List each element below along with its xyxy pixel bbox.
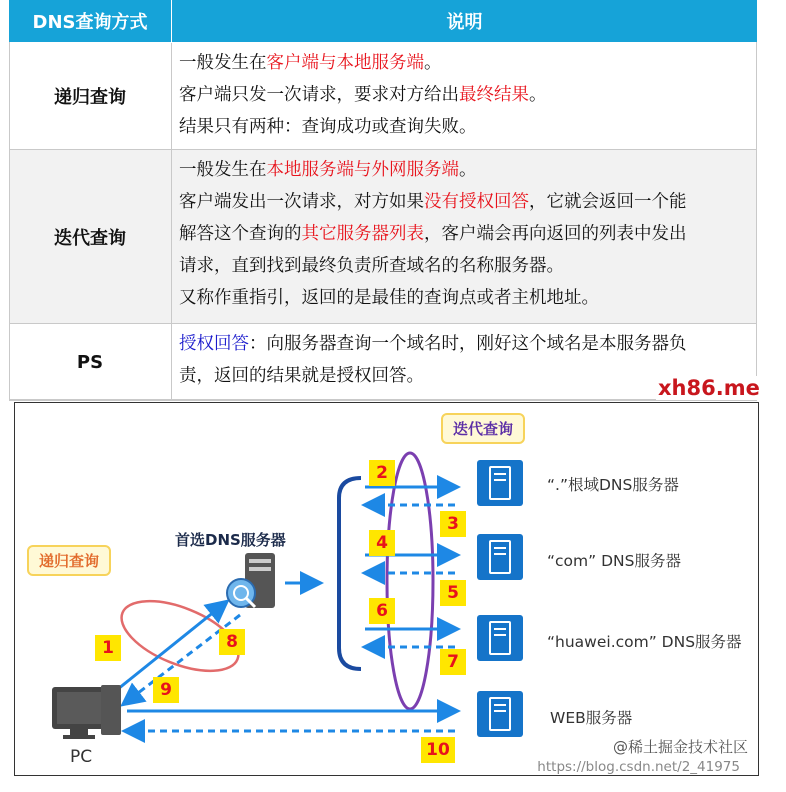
description-segment: 本地服务端与外网服务端 — [266, 160, 459, 180]
iteration-ellipse — [387, 453, 433, 709]
description-line — [179, 186, 747, 218]
description-segment: 客户端发出一次请求，对方如果 — [179, 192, 424, 212]
description-segment: 责，返回的结果就是授权回答。 — [179, 366, 424, 386]
site-watermark: xh86.me — [658, 376, 760, 400]
description-line — [179, 218, 747, 250]
row-method-name: 迭代查询 — [9, 150, 172, 323]
juejin-watermark: @稀土掘金技术社区 — [612, 738, 748, 756]
header-description: 说明 — [172, 0, 757, 42]
com-dns-server-icon — [477, 534, 523, 580]
web-server-label: WEB服务器 — [550, 709, 633, 727]
root-dns-label: “.”根域DNS服务器 — [547, 476, 679, 494]
web-server-icon — [477, 691, 523, 737]
description-line — [179, 154, 747, 186]
recursion-bubble: 递归查询 — [27, 545, 111, 576]
description-segment: 请求，直到找到最终负责所查域名的名称服务器。 — [179, 256, 564, 276]
preferred-dns-label: 首选DNS服务器 — [175, 531, 286, 549]
bracket-shape — [339, 478, 361, 669]
description-segment: 没有授权回答 — [424, 192, 529, 212]
description-segment: 解答这个查询的 — [179, 224, 302, 244]
description-line — [179, 47, 747, 79]
header-method: DNS查询方式 — [9, 0, 171, 42]
row-description — [179, 154, 747, 314]
description-segment: 。 — [459, 160, 477, 180]
row-method-name: 递归查询 — [9, 43, 172, 149]
description-segment: 其它服务器列表 — [301, 224, 424, 244]
description-line — [179, 111, 747, 143]
iteration-bubble: 迭代查询 — [441, 413, 525, 444]
pc-icon — [52, 685, 121, 739]
table-row — [9, 150, 757, 324]
step-9: 9 — [153, 677, 179, 703]
step-10: 10 — [421, 737, 455, 763]
dns-query-table — [9, 0, 757, 401]
description-segment: 一般发生在 — [179, 53, 267, 73]
description-segment: 。 — [529, 85, 547, 105]
description-line — [179, 282, 747, 314]
step-4: 4 — [369, 530, 395, 556]
step-6: 6 — [369, 598, 395, 624]
row-description — [179, 47, 747, 143]
root-dns-server-icon — [477, 460, 523, 506]
dns-server-icon — [227, 553, 275, 608]
description-line — [179, 328, 747, 360]
description-segment: 客户端与本地服务端 — [266, 53, 424, 73]
huawei-dns-server-icon — [477, 615, 523, 661]
description-segment: ，它就会返回一个能 — [529, 192, 687, 212]
step-8: 8 — [219, 629, 245, 655]
step-2: 2 — [369, 460, 395, 486]
csdn-watermark: https://blog.csdn.net/2_41975 — [537, 759, 740, 775]
step-5: 5 — [440, 580, 466, 606]
description-segment: ：向服务器查询一个域名时，刚好这个域名是本服务器负 — [249, 334, 687, 354]
description-segment: ，客户端会再向返回的列表中发出 — [424, 224, 687, 244]
pc-label: PC — [70, 747, 93, 767]
dns-diagram — [14, 402, 759, 776]
step-7: 7 — [440, 649, 466, 675]
description-segment: 客户端只发一次请求，要求对方给出 — [179, 85, 459, 105]
description-segment: 。 — [424, 53, 442, 73]
table-row — [9, 43, 757, 150]
description-segment: 结果只有两种：查询成功或查询失败。 — [179, 117, 477, 137]
huawei-dns-label: “huawei.com” DNS服务器 — [547, 633, 742, 651]
diagram-graphics — [15, 403, 758, 775]
description-segment: 又称作重指引，返回的是最佳的查询点或者主机地址。 — [179, 288, 599, 308]
step-3: 3 — [440, 511, 466, 537]
description-line — [179, 250, 747, 282]
table-row — [9, 324, 757, 401]
description-line — [179, 79, 747, 111]
description-segment: 最终结果 — [459, 85, 529, 105]
step-1: 1 — [95, 635, 121, 661]
com-dns-label: “com” DNS服务器 — [547, 552, 681, 570]
row-method-name: PS — [9, 324, 172, 400]
description-segment: 授权回答 — [179, 334, 249, 354]
description-segment: 一般发生在 — [179, 160, 267, 180]
